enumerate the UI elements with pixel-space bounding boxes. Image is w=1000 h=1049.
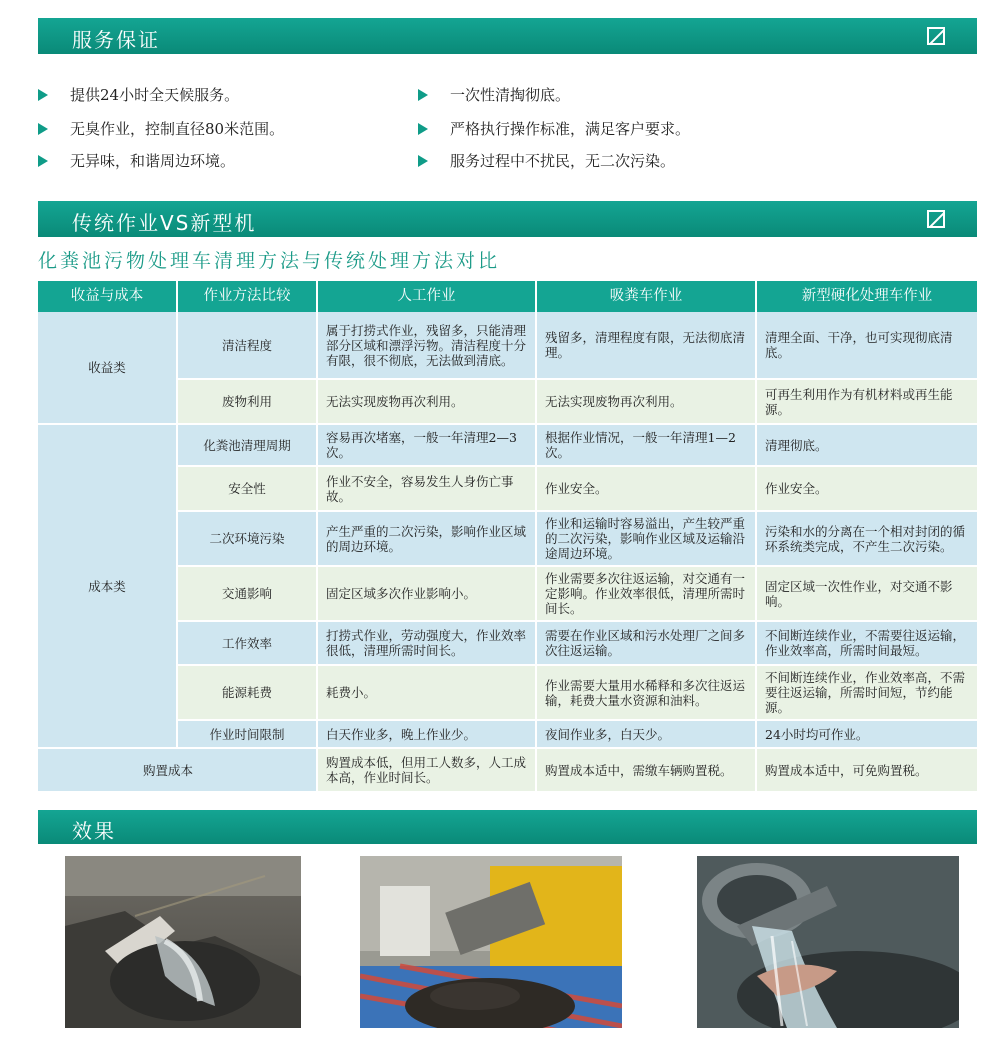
header-cell: 新型硬化处理车作业	[757, 281, 977, 312]
truck-cell: 夜间作业多，白天少。	[537, 721, 757, 749]
table-row	[38, 622, 977, 666]
manual-cell: 固定区域多次作业影响小。	[318, 567, 537, 622]
bullet-text: 无异味，和谐周边环境。	[70, 152, 236, 170]
table-row	[38, 749, 977, 793]
photo-clear-water-graphic	[697, 856, 959, 1028]
manual-cell: 属于打捞式作业，残留多，只能清理部分区域和漂浮污物。清洁程度十分有限，很不彻底，无法做到清底。	[318, 312, 537, 380]
effect-photo-clear-water	[697, 856, 959, 1028]
list-item	[38, 118, 284, 139]
truck-cell: 残留多，清理程度有限，无法彻底清理。	[537, 312, 757, 380]
bullet-text: 无臭作业，控制直径80米范围。	[70, 120, 285, 138]
table-row	[38, 567, 977, 622]
manual-cell: 作业不安全，容易发生人身伤亡事故。	[318, 467, 537, 512]
category-cell-purchase: 购置成本	[38, 749, 318, 793]
truck-cell: 作业和运输时容易溢出，产生较严重的二次污染，影响作业区域及运输沿途周边环境。	[537, 512, 757, 567]
item-cell: 工作效率	[178, 622, 318, 666]
header-cell: 作业方法比较	[178, 281, 318, 312]
new-machine-cell: 作业安全。	[757, 467, 977, 512]
new-machine-cell: 固定区域一次性作业，对交通不影响。	[757, 567, 977, 622]
section-title: 效果	[72, 819, 116, 843]
bullet-text: 提供24小时全天候服务。	[70, 86, 240, 104]
section-title: 传统作业VS新型机	[72, 211, 257, 235]
effect-photo-pipe-discharge	[65, 856, 301, 1028]
triangle-right-icon	[418, 155, 428, 167]
header-cell: 人工作业	[318, 281, 537, 312]
header-cell: 收益与成本	[38, 281, 178, 312]
manual-cell: 容易再次堵塞，一般一年清理2—3次。	[318, 425, 537, 467]
item-cell: 化粪池清理周期	[178, 425, 318, 467]
section-header-comparison	[38, 201, 977, 237]
section-title: 服务保证	[72, 28, 160, 52]
list-item	[38, 84, 239, 105]
truck-cell: 作业需要大量用水稀释和多次往返运输，耗费大量水资源和油料。	[537, 666, 757, 721]
table-row	[38, 380, 977, 425]
category-cell-benefit: 收益类	[38, 312, 178, 425]
box-diagonal-icon	[927, 27, 945, 45]
manual-cell: 无法实现废物再次利用。	[318, 380, 537, 425]
new-machine-cell: 不间断连续作业，作业效率高，不需要往返运输，所需时间短，节约能源。	[757, 666, 977, 721]
table-subtitle: 化粪池污物处理车清理方法与传统处理方法对比	[38, 250, 501, 272]
new-machine-cell: 24小时均可作业。	[757, 721, 977, 749]
manual-cell: 白天作业多，晚上作业少。	[318, 721, 537, 749]
section-header-effect	[38, 810, 977, 844]
new-machine-cell: 清理彻底。	[757, 425, 977, 467]
box-diagonal-icon	[927, 210, 945, 228]
triangle-right-icon	[38, 155, 48, 167]
section-header-service	[38, 18, 977, 54]
triangle-right-icon	[38, 123, 48, 135]
list-item	[38, 150, 235, 171]
table-row	[38, 512, 977, 567]
table-row	[38, 425, 977, 467]
item-cell: 作业时间限制	[178, 721, 318, 749]
header-cell: 吸粪车作业	[537, 281, 757, 312]
category-cell-cost: 成本类	[38, 425, 178, 749]
table-header-row	[38, 281, 977, 312]
bullet-text: 严格执行操作标准，满足客户要求。	[450, 120, 691, 138]
photo-machine-sludge-graphic	[360, 856, 622, 1028]
bullet-text: 一次性清掏彻底。	[450, 86, 571, 104]
item-cell: 废物利用	[178, 380, 318, 425]
truck-cell: 无法实现废物再次利用。	[537, 380, 757, 425]
manual-cell: 耗费小。	[318, 666, 537, 721]
new-machine-cell: 污染和水的分离在一个相对封闭的循环系统类完成，不产生二次污染。	[757, 512, 977, 567]
triangle-right-icon	[418, 89, 428, 101]
table-row	[38, 666, 977, 721]
new-machine-cell: 可再生利用作为有机材料或再生能源。	[757, 380, 977, 425]
item-cell: 二次环境污染	[178, 512, 318, 567]
photo-pipe-discharge-graphic	[65, 856, 301, 1028]
triangle-right-icon	[418, 123, 428, 135]
manual-cell: 打捞式作业，劳动强度大，作业效率很低，清理所需时间长。	[318, 622, 537, 666]
item-cell: 能源耗费	[178, 666, 318, 721]
comparison-table	[38, 281, 977, 793]
table-row	[38, 312, 977, 380]
manual-cell: 购置成本低，但用工人数多，人工成本高，作业时间长。	[318, 749, 537, 793]
truck-cell: 作业需要多次往返运输，对交通有一定影响。作业效率很低，清理所需时间长。	[537, 567, 757, 622]
truck-cell: 购置成本适中，需缴车辆购置税。	[537, 749, 757, 793]
table-row	[38, 721, 977, 749]
item-cell: 安全性	[178, 467, 318, 512]
truck-cell: 需要在作业区域和污水处理厂之间多次往返运输。	[537, 622, 757, 666]
item-cell: 交通影响	[178, 567, 318, 622]
bullet-text: 服务过程中不扰民，无二次污染。	[450, 152, 676, 170]
list-item	[418, 118, 690, 139]
truck-cell: 作业安全。	[537, 467, 757, 512]
service-bullet-list	[38, 80, 977, 180]
list-item	[418, 84, 570, 105]
item-cell: 清洁程度	[178, 312, 318, 380]
table-row	[38, 467, 977, 512]
truck-cell: 根据作业情况，一般一年清理1—2次。	[537, 425, 757, 467]
effect-photo-machine-sludge	[360, 856, 622, 1028]
triangle-right-icon	[38, 89, 48, 101]
list-item	[418, 150, 675, 171]
manual-cell: 产生严重的二次污染，影响作业区域的周边环境。	[318, 512, 537, 567]
new-machine-cell: 清理全面、干净，也可实现彻底清底。	[757, 312, 977, 380]
new-machine-cell: 购置成本适中，可免购置税。	[757, 749, 977, 793]
new-machine-cell: 不间断连续作业，不需要往返运输，作业效率高，所需时间最短。	[757, 622, 977, 666]
